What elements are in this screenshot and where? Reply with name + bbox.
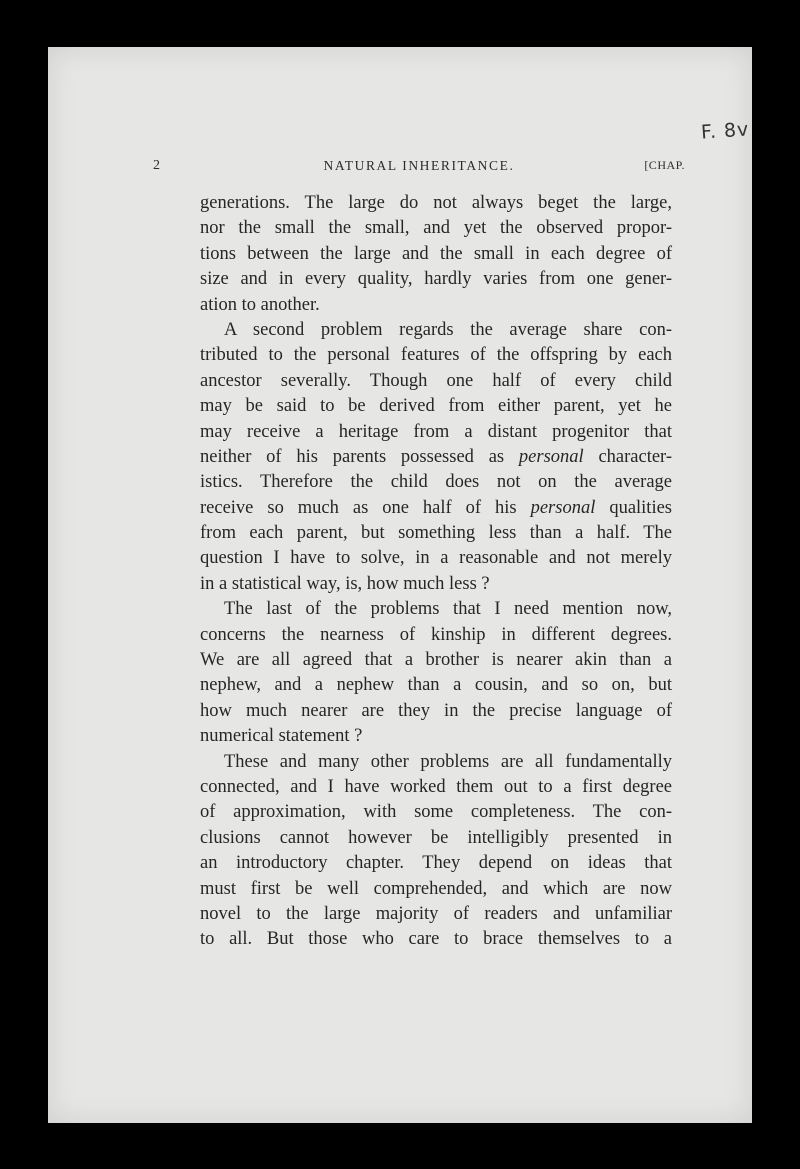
text-line: question I have to solve, in a reasonable and not merely: [200, 548, 672, 569]
text-line: connected, and I have worked them out to a first degree: [200, 776, 672, 797]
text-line: nor the small the small, and yet the observed propor-: [200, 218, 672, 239]
text-line: must first be well comprehended, and which are now: [200, 878, 672, 899]
text-line: concerns the nearness of kinship in different degrees.: [200, 624, 672, 645]
running-head: [153, 158, 685, 178]
text-line: in a statistical way, is, how much less ?: [200, 573, 490, 594]
text-line: generations. The large do not always beget the large,: [200, 193, 672, 213]
text-line: nephew, and a nephew than a cousin, and so on, but: [200, 675, 672, 696]
chapter-mark: [CHAP.: [644, 158, 685, 172]
text-line: ation to another.: [200, 294, 320, 315]
page-number: 2: [153, 158, 160, 173]
text-line: from each parent, but something less than a half. The: [200, 523, 672, 544]
text-line: novel to the large majority of readers and unfamiliar: [200, 903, 672, 924]
text-line: numerical statement ?: [200, 726, 363, 747]
paragraph-start-line: These and many other problems are all fundamentally: [224, 751, 672, 772]
text-line: may receive a heritage from a distant progenitor that: [200, 421, 672, 442]
body-text: [200, 191, 672, 953]
text-line: ancestor severally. Though one half of every child: [200, 370, 672, 391]
text-line: receive so much as one half of his personal qualities: [200, 497, 672, 518]
text-line: how much nearer are they in the precise language of: [200, 700, 672, 721]
handwritten-folio-note: F. 8v: [700, 118, 751, 144]
paragraph-start-line: A second problem regards the average share con-: [224, 319, 672, 340]
text-line: clusions cannot however be intelligibly presented in: [200, 827, 672, 848]
paragraph-start-line: The last of the problems that I need mention now,: [224, 599, 672, 620]
text-line: an introductory chapter. They depend on ideas that: [200, 853, 672, 874]
text-line: may be said to be derived from either parent, yet he: [200, 396, 672, 417]
text-line: neither of his parents possessed as personal character-: [200, 446, 673, 467]
emphasized-word: personal: [530, 497, 596, 518]
text-line: We are all agreed that a brother is nearer akin than a: [200, 650, 672, 671]
emphasized-word: personal: [518, 446, 584, 467]
text-line: tions between the large and the small in each degree of: [200, 243, 672, 264]
text-line: size and in every quality, hardly varies from one gener-: [200, 269, 672, 290]
running-title: NATURAL INHERITANCE.: [323, 158, 515, 173]
text-line: of approximation, with some completeness. The con-: [200, 802, 672, 823]
text-line: istics. Therefore the child does not on the average: [200, 472, 672, 493]
text-line: to all. But those who care to brace themselves to a: [200, 929, 672, 950]
text-line: tributed to the personal features of the offspring by each: [200, 345, 672, 366]
